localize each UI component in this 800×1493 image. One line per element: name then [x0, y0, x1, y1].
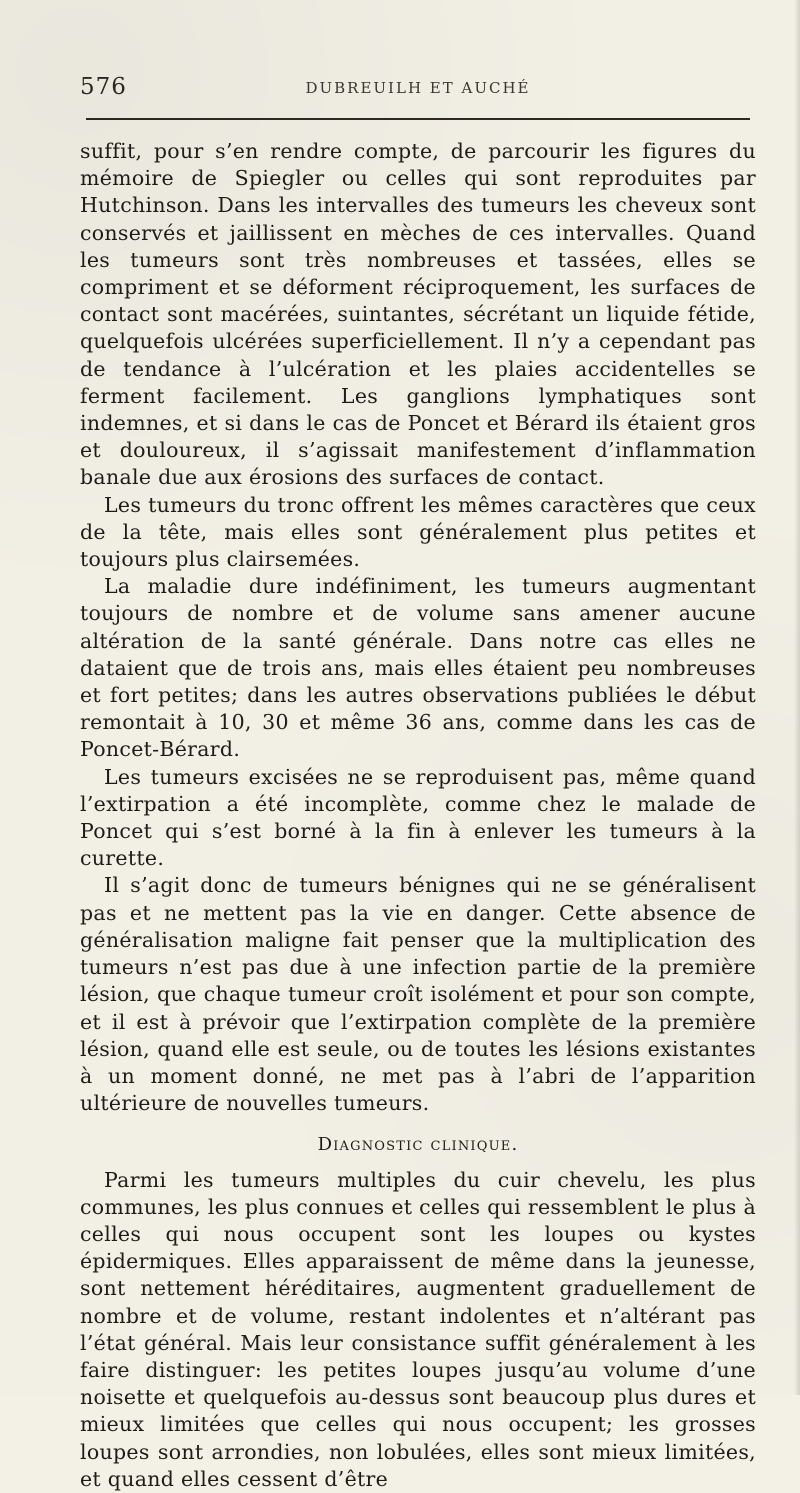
- final-paragraph: Parmi les tumeurs multiples du cuir chevelu, les plus communes, les plus connues et celles qui ressemblent le plus à celles qui nous occupent sont les loupes ou kystes épidermiques. Elles apparaissent de même dans la jeunesse, sont nettement héréditaires, augmentent graduellement de nombre et de volume, restant indolentes et n’altérant pas l’état général. Mais leur consistance suffit généralement à les faire distinguer: les petites loupes jusqu’au volume d’une noisette et quelquefois au-dessus sont beaucoup plus dures et mieux limitées que celles qui nous occupent; les grosses loupes sont arrondies, non lobulées, elles sont mieux limitées, et quand elles cessent d’être: [80, 1167, 756, 1491]
- paragraph-2: Les tumeurs du tronc offrent les mêmes caractères que ceux de la tête, mais elles sont généralement plus petites et toujours plus clairsemées.: [80, 492, 756, 572]
- page-header: [80, 74, 756, 108]
- section-heading: Diagnostic clinique.: [317, 1134, 519, 1156]
- main-text: [80, 138, 756, 1493]
- header-rule: [86, 118, 750, 120]
- paragraph-1: suffit, pour s’en rendre compte, de parcourir les figures du mémoire de Spiegler ou celles qui sont reproduites par Hutchinson. Dans les intervalles des tumeurs les cheveux sont conservés et jaillissent en mèches de ces intervalles. Quand les tumeurs sont très nombreuses et tassées, elles se compriment et se déforment réciproquement, les surfaces de contact sont macérées, suintantes, sécrétant un liquide fétide, quelquefois ulcérées superficiellement. Il n’y a cependant pas de tendance à l’ulcération et les plaies accidentelles se ferment facilement. Les ganglions lymphatiques sont indemnes, et si dans le cas de Poncet et Bérard ils étaient gros et douloureux, il s’agissait manifestement d’inflammation banale due aux érosions des surfaces de contact.: [80, 139, 756, 490]
- page-number: 576: [80, 74, 127, 100]
- running-head: DUBREUILH ET AUCHÉ: [305, 79, 531, 97]
- paragraph-3: La maladie dure indéfiniment, les tumeurs augmentant toujours de nombre et de volume sans amener aucune altération de la santé générale. Dans notre cas elles ne dataient que de trois ans, mais elles étaient peu nombreuses et fort petites; dans les autres observations publiées le début remontait à 10, 30 et même 36 ans, comme dans les cas de Poncet-Bérard.: [80, 574, 756, 762]
- paragraph-5: Il s’agit donc de tumeurs bénignes qui ne se généralisent pas et ne mettent pas la vie en danger. Cette absence de généralisation maligne fait penser que la multiplication des tumeurs n’est pas due à une infection partie de la première lésion, que chaque tumeur croît isolément et pour son compte, et il est à prévoir que l’extirpation complète de la première lésion, quand elle est seule, ou de toutes les lésions existantes à un moment donné, ne met pas à l’abri de l’apparition ultérieure de nouvelles tumeurs.: [80, 873, 756, 1116]
- page-edge-shadow: [794, 0, 800, 1395]
- paragraph-4: Les tumeurs excisées ne se reproduisent pas, même quand l’extirpation a été incomplète, comme chez le malade de Poncet qui s’est borné à la fin à enlever les tumeurs à la curette.: [80, 764, 756, 871]
